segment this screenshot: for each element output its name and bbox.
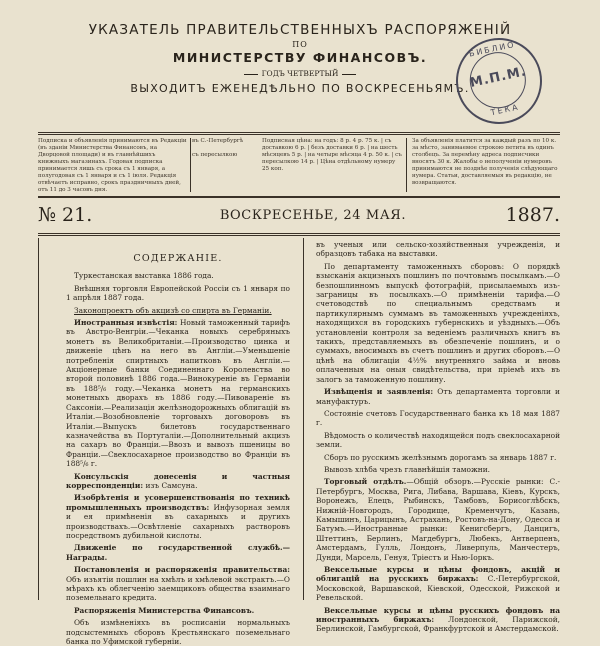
section-text: Инфузорная земля и ея примѣненія въ сахарныхъ и другихъ производствахъ.—Освѣтленіе сахарныхъ растворовъ посредствомъ дубильной кислоты.	[66, 502, 290, 540]
section-title: Торговый отдѣлъ.	[324, 477, 407, 487]
section-text: С.-Петербургской, Московской, Варшавской, Кіевской, Одесской, Рижской и Ревельской.	[316, 574, 560, 603]
section-title: Иностранныя извѣстія:	[74, 318, 178, 328]
section-title: Вексельные курсы и цѣны фондовъ, акцій и облигацій на русскихъ биржахъ:	[316, 565, 560, 584]
section-text: изъ Самсуна.	[145, 480, 198, 490]
masthead-po: ПО	[292, 40, 308, 49]
contents-item	[66, 565, 290, 603]
subscription-prices: Подписная цѣна: на годъ: 8 р. 4 р. 75 к. | съ доставкою 6 р. | безъ доставки 6 р. | на шесть мѣсяцевъ 5 р. | на четыре мѣсяца 4 р. 50 к. | съ пересылкою 14 р. | Цѣна отдѣльному нумеру 25 коп.	[262, 138, 402, 172]
contents-item	[316, 477, 560, 562]
contents-item: Внѣшняя торговля Европейской Россіи съ 1 января по 1 апрѣля 1887 года.	[66, 283, 290, 303]
section-title: Вексельные курсы и цѣны русскихъ фондовъ на иностранныхъ биржахъ:	[316, 605, 560, 625]
masthead-frequency: ВЫХОДИТЪ ЕЖЕНЕДѢЛЬНО ПО ВОСКРЕСЕНЬЯМЪ.	[130, 82, 470, 95]
contents-item: Сборъ по русскимъ желѣзнымъ дорогамъ за январь 1887 г.	[324, 452, 557, 462]
contents-item: Состояніе счетовъ Государственнаго банка къ 18 мая 1887 г.	[316, 408, 560, 428]
contents-item	[316, 565, 560, 603]
subscription-divider-2	[406, 138, 407, 192]
year-rule-left	[244, 74, 258, 75]
masthead-title-line2: МИНИСТЕРСТВУ ФИНАНСОВЪ.	[172, 50, 428, 65]
section-text: Новый таможенный тарифъ въ Австро-Венгріи.—Чеканка новыхъ серебряныхъ монетъ въ Великобританіи.—Производство цинка и движеніе цѣнъ на него въ Англіи.—Уменьшеніе потребленія спиртныхъ напитковъ въ Англіи.— Акціонерные банки Соединеннаго Королевства во второй половинѣ 1886 года.—Винокуреніе въ Германіи въ 188⁵/₆ году.—Чеканка монетъ на германскихъ монетныхъ дворахъ въ 1886 году.—Пивовареніе въ Саксоніи.—Реализація желѣзнодорожныхъ облигацій въ Италіи.—Возобновленіе торговыхъ договоровъ въ Италіи.—Выпускъ билетовъ государственнаго казначейства въ Португаліи.—Дополнительный акцизъ на сахаръ во Франціи.—Ввозъ и вывозъ пшеницы во Франціи.—Свеклосахарное производство во Франціи въ 188⁵/₆ г.	[66, 318, 290, 469]
contents-item	[66, 318, 290, 469]
contents-item: Вывозъ хлѣба чрезъ главнѣйшія таможни.	[324, 464, 490, 474]
section-text: Объ изъятіи пошлин на хмѣлъ и хмѣлевой экстрактъ.—О мѣрахъ къ облегченію заемщиковъ общества взаимнаго поземельнаго кредита.	[66, 574, 290, 603]
stamp-top-text: БИБЛИО	[468, 39, 517, 59]
column-divider	[303, 238, 304, 600]
masthead-rule	[38, 132, 560, 135]
issue-top-rule	[38, 196, 560, 198]
contents-column-right	[316, 240, 560, 634]
contents-item: Объ измѣненіяхъ въ росписаніи нормальныхъ подсыстемныхъ сборовъ Крестьянскаго поземельнаго банка по Уфимской губерніи.	[66, 618, 290, 646]
section-text: Лондонской, Парижской, Берлинской, Гамбургской, Франкфуртской и Амстердамской.	[316, 615, 560, 634]
contents-item	[66, 472, 290, 491]
subscription-locations: въ С.-Петербургѣ съ пересылкою	[192, 138, 244, 158]
contents-heading: СОДЕРЖАНІЕ.	[133, 253, 223, 264]
contents-item: въ ученыя или сельско-хозяйственныя учрежденія, и образцовъ табака на выставки.	[316, 240, 560, 259]
contents-item: По департаменту таможенныхъ сборовъ: О порядкѣ взысканія акцизныхъ пошлинъ по почтовымъ посылкамъ.—О безпошлинномъ выпускѣ фотографій, присылаемыхъ изъ-заграницы въ посылкахъ.—О примѣненіи тарифа.—О счетоводствѣ по специальнымъ средствамъ и партикулярнымъ суммамъ въ таможенныхъ учрежденіяхъ, находящихся въ городскихъ губернскихъ и уѣздныхъ.—Объ установленіи контроля за веденіемъ различныхъ книгъ въ такихъ, представляемыхъ въ обезпеченіе пошлинъ, и о суммахъ, вносимыхъ въ счетъ пошлинъ и других сборовъ.—О цѣнѣ на облигаціи 4½% внутренняго займа и вновь оплаченныя на оныя свидѣтельства, при пріемѣ ихъ въ залогъ за таможенную пошлину.	[316, 261, 560, 384]
contents-item: Законопроектъ объ акцизѣ со спирта въ Германіи.	[74, 305, 272, 315]
subscription-info	[38, 138, 560, 194]
contents-item	[66, 493, 290, 540]
issue-line	[38, 204, 560, 230]
stamp-bottom-text: ТЕКА	[489, 102, 521, 118]
contents-item	[316, 606, 560, 634]
section-text: —Общій обзоръ.—Русскіе рынки: С.-Петербургъ, Москва, Рига, Либава, Варшава, Кіевъ, Курскъ, Воронежъ, Елецъ, Рыбинскъ, Тамбовъ, Борисоглѣбскъ, Нижній-Новгородъ, Городище, Кременчугъ, Казань, Камышинъ, Царицынъ, Астрахань, Ростовъ-на-Дону, Одесса и Батумъ.—Иностранные рынки: Кенигсбергъ, Данцигъ, Штеттинъ, Берлинъ, Магдебургъ, Любекъ, Антверпенъ, Амстердамъ, Гулль, Лондонъ, Ливерпуль, Манчестеръ, Дунди, Марсель, Генуя, Тріестъ и Нью-Іоркъ.	[316, 477, 560, 562]
contents-item: Туркестанская выставка 1886 года.	[74, 271, 214, 281]
contents-item	[316, 387, 560, 406]
masthead-title-line1: УКАЗАТЕЛЬ ПРАВИТЕЛЬСТВЕННЫХЪ РАСПОРЯЖЕНІЙ	[88, 22, 512, 38]
section-title: Консульскія донесенія и частныя корреспонденціи:	[66, 471, 290, 490]
subscription-terms: Подписка и объявленія принимаются въ Редакціи (въ зданіи Министерства Финансовъ, на Дворцовой площади) и въ главнѣйшихъ книжныхъ магазинахъ. Годовая подписка принимается лишь съ срока съ 1 января, а полугодовая съ 1 января и съ 1 іюля. Редакція отвѣчаетъ исправно, срокъ праздничныхъ дней, отъ 11 до 3 часовъ дня.	[38, 138, 187, 193]
contents-item: Распоряженія Министерства Финансовъ.	[74, 605, 255, 615]
advertising-terms: За объявленія платится за каждый разъ по 10 к. за мѣсто, занимаемое строкою петита въ одинъ столбецъ. За перемѣну адреса подписчики вносятъ 30 к. Жалобы о неполученіи нумеровъ принимаются не позднѣе полученія слѣдующаго нумера. Статьи, доставляемыя въ редакцію, не возвращаются.	[412, 138, 558, 186]
stamp-center-text: М.П.М.	[468, 64, 528, 91]
contents-column-left	[66, 240, 290, 646]
contents-item: Движеніе по государственной службѣ.—Награды.	[66, 543, 290, 562]
section-text: Отъ департамента торговли и мануфактуръ.	[316, 387, 560, 406]
year-rule-right	[342, 74, 356, 75]
issue-bottom-rule	[38, 233, 560, 236]
subscription-divider-1	[190, 138, 191, 192]
contents-item: Вѣдомость о количествѣ находящейся подъ свеклосахарной земли.	[316, 430, 560, 450]
section-title: Постановленія и распоряженія правительства:	[74, 565, 290, 575]
section-title: Изобрѣтенія и усовершенствованія по техникѣ промышленныхъ производствъ:	[66, 493, 290, 512]
issue-date: ВОСКРЕСЕНЬЕ, 24 МАЯ.	[219, 208, 407, 223]
issue-year: 1887.	[505, 204, 560, 226]
masthead-year: ГОДЪ ЧЕТВЕРТЫЙ	[261, 69, 339, 78]
left-border-line	[38, 238, 39, 600]
issue-number: № 21.	[38, 204, 93, 226]
section-title: Извѣщенія и заявленія:	[324, 387, 434, 397]
